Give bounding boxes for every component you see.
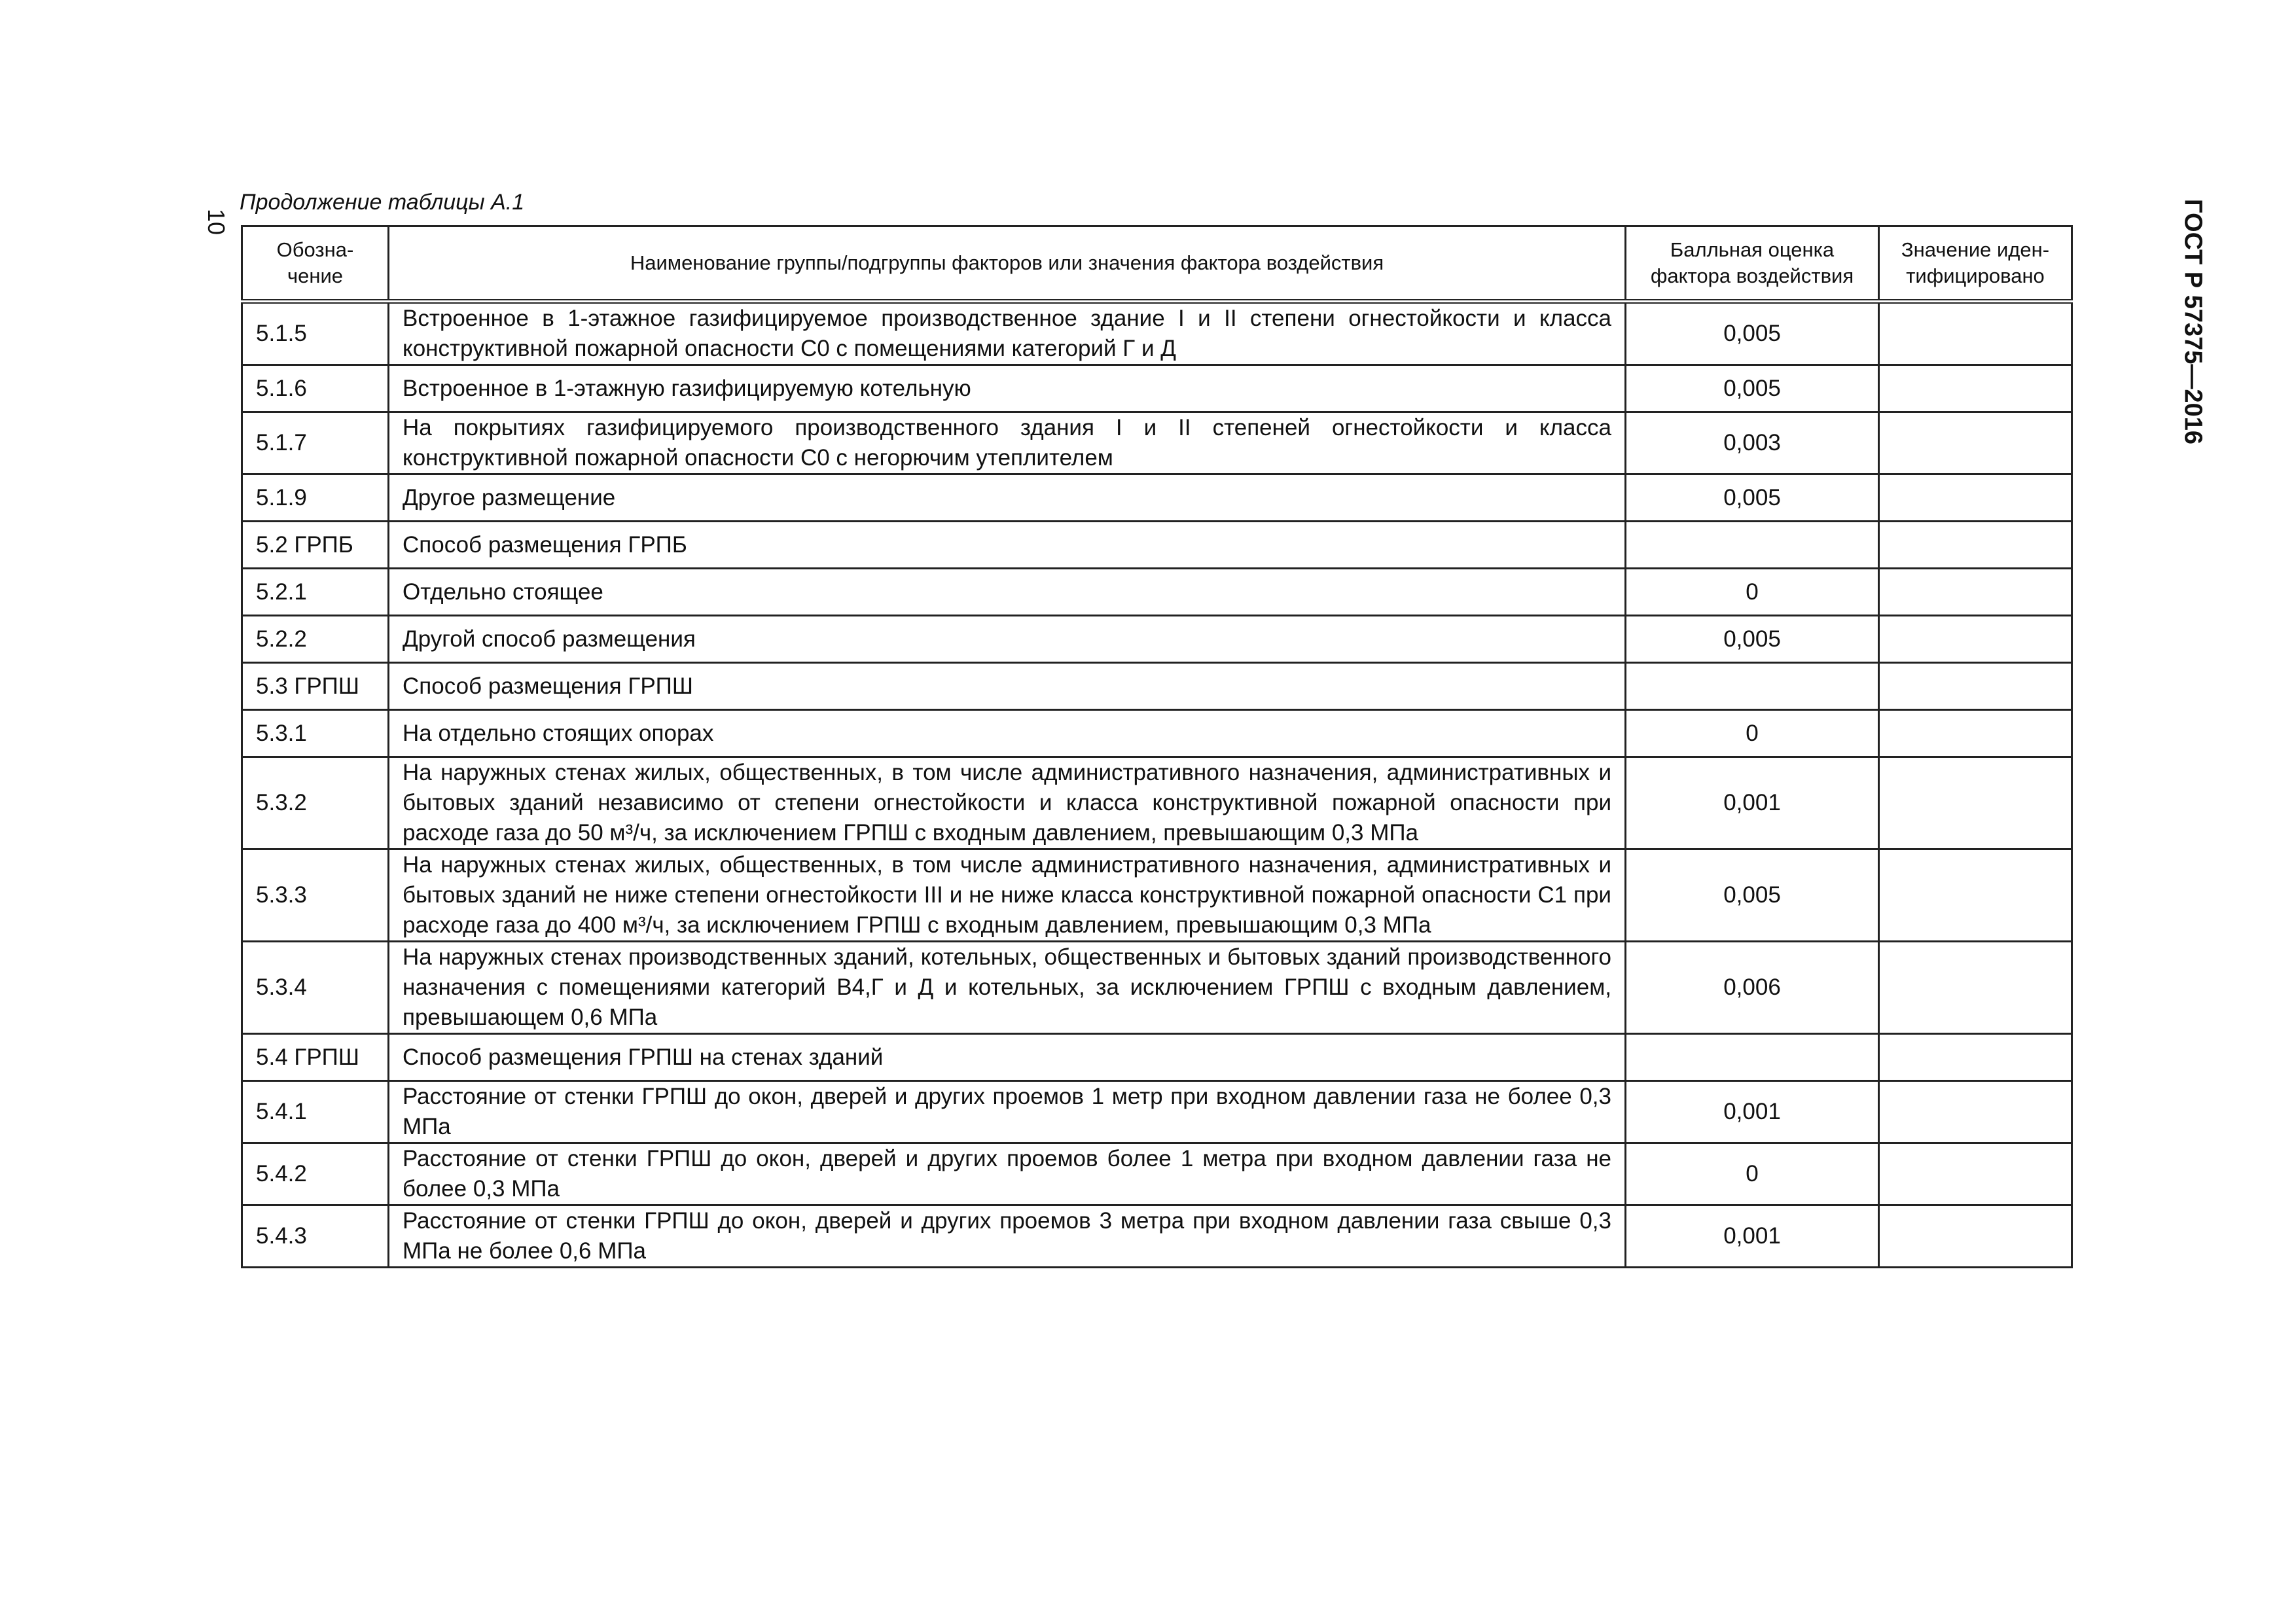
header-name: Наименование группы/подгруппы факторов или значения фактора воздействия — [389, 226, 1626, 302]
row-code: 5.4 ГРПШ — [242, 1034, 389, 1081]
row-score — [1626, 522, 1879, 569]
row-code: 5.3.4 — [242, 942, 389, 1034]
table-row — [242, 302, 2072, 365]
row-score — [1626, 663, 1879, 710]
row-code: 5.1.7 — [242, 412, 389, 474]
document-code: ГОСТ Р 57375—2016 — [2179, 199, 2207, 444]
header-identified: Значение иден-тифицировано — [1879, 226, 2072, 302]
table-row — [242, 616, 2072, 663]
row-code: 5.3.2 — [242, 757, 389, 849]
row-identified — [1879, 942, 2072, 1034]
row-identified — [1879, 663, 2072, 710]
row-code: 5.2 ГРПБ — [242, 522, 389, 569]
row-score: 0 — [1626, 569, 1879, 616]
table-row — [242, 663, 2072, 710]
row-identified — [1879, 757, 2072, 849]
row-code: 5.3 ГРПШ — [242, 663, 389, 710]
row-identified — [1879, 1034, 2072, 1081]
row-identified — [1879, 1205, 2072, 1268]
row-name: Встроенное в 1-этажную газифицируемую котельную — [389, 365, 1626, 412]
row-score — [1626, 1034, 1879, 1081]
row-code: 5.3.1 — [242, 710, 389, 757]
row-name: Другое размещение — [389, 474, 1626, 522]
row-name: Расстояние от стенки ГРПШ до окон, дверей и других проемов более 1 метра при входном давлении газа не более 0,3 МПа — [389, 1143, 1626, 1205]
row-score: 0,001 — [1626, 1081, 1879, 1143]
table-row — [242, 522, 2072, 569]
table-row — [242, 1205, 2072, 1268]
row-name: На наружных стенах жилых, общественных, в том числе административного назначения, административных и бытовых зданий не ниже степени огнестойкости III и не ниже класса конструктивной пожарной опасности С1 при расходе газа до 400 м³/ч, за исключением ГРПШ с входным давлением, превышающим 0,3 МПа — [389, 849, 1626, 942]
table-row — [242, 474, 2072, 522]
row-code: 5.4.2 — [242, 1143, 389, 1205]
table-row — [242, 1081, 2072, 1143]
table-row — [242, 849, 2072, 942]
row-identified — [1879, 1143, 2072, 1205]
row-identified — [1879, 302, 2072, 365]
row-identified — [1879, 616, 2072, 663]
row-identified — [1879, 522, 2072, 569]
row-score: 0,006 — [1626, 942, 1879, 1034]
row-name: На отдельно стоящих опорах — [389, 710, 1626, 757]
page-number: 10 — [203, 208, 230, 236]
row-name: Способ размещения ГРПБ — [389, 522, 1626, 569]
row-identified — [1879, 569, 2072, 616]
row-identified — [1879, 710, 2072, 757]
row-identified — [1879, 1081, 2072, 1143]
row-score: 0,005 — [1626, 849, 1879, 942]
row-name: Встроенное в 1-этажное газифицируемое производственное здание I и II степени огнестойкости и класса конструктивной пожарной опасности С0 с помещениями категорий Г и Д — [389, 302, 1626, 365]
row-score: 0,003 — [1626, 412, 1879, 474]
table-row — [242, 1034, 2072, 1081]
row-score: 0 — [1626, 1143, 1879, 1205]
table-row — [242, 412, 2072, 474]
row-code: 5.1.9 — [242, 474, 389, 522]
factors-table — [241, 225, 2073, 1268]
row-identified — [1879, 412, 2072, 474]
row-name: Расстояние от стенки ГРПШ до окон, дверей и других проемов 1 метр при входном давлении газа не более 0,3 МПа — [389, 1081, 1626, 1143]
row-identified — [1879, 849, 2072, 942]
row-score: 0,001 — [1626, 757, 1879, 849]
row-identified — [1879, 365, 2072, 412]
table-body — [242, 302, 2072, 1268]
row-code: 5.1.5 — [242, 302, 389, 365]
row-code: 5.3.3 — [242, 849, 389, 942]
table-row — [242, 1143, 2072, 1205]
table-row — [242, 569, 2072, 616]
row-code: 5.4.3 — [242, 1205, 389, 1268]
row-score: 0,005 — [1626, 365, 1879, 412]
row-name: Способ размещения ГРПШ — [389, 663, 1626, 710]
row-score: 0,001 — [1626, 1205, 1879, 1268]
header-score: Балльная оценка фактора воздействия — [1626, 226, 1879, 302]
row-name: На наружных стенах производственных зданий, котельных, общественных и бытовых зданий производственного назначения с помещениями категорий В4,Г и Д и котельных, за исключением ГРПШ с входным давлением, превышающем 0,6 МПа — [389, 942, 1626, 1034]
row-score: 0 — [1626, 710, 1879, 757]
row-code: 5.1.6 — [242, 365, 389, 412]
row-score: 0,005 — [1626, 616, 1879, 663]
row-name: Другой способ размещения — [389, 616, 1626, 663]
row-name: Отдельно стоящее — [389, 569, 1626, 616]
table-header-row — [242, 226, 2072, 302]
row-code: 5.2.1 — [242, 569, 389, 616]
row-score: 0,005 — [1626, 302, 1879, 365]
table-row — [242, 710, 2072, 757]
header-code: Обозна-чение — [242, 226, 389, 302]
row-name: На наружных стенах жилых, общественных, в том числе административного назначения, административных и бытовых зданий независимо от степени огнестойкости и класса конструктивной пожарной опасности при расходе газа до 50 м³/ч, за исключением ГРПШ с входным давлением, превышающим 0,3 МПа — [389, 757, 1626, 849]
row-name: На покрытиях газифицируемого производственного здания I и II степеней огнестойкости и класса конструктивной пожарной опасности С0 с негорючим утеплителем — [389, 412, 1626, 474]
table-row — [242, 942, 2072, 1034]
row-code: 5.4.1 — [242, 1081, 389, 1143]
row-score: 0,005 — [1626, 474, 1879, 522]
table-row — [242, 365, 2072, 412]
row-code: 5.2.2 — [242, 616, 389, 663]
row-name: Расстояние от стенки ГРПШ до окон, дверей и других проемов 3 метра при входном давлении газа свыше 0,3 МПа не более 0,6 МПа — [389, 1205, 1626, 1268]
table-caption: Продолжение таблицы А.1 — [240, 190, 525, 215]
row-name: Способ размещения ГРПШ на стенах зданий — [389, 1034, 1626, 1081]
row-identified — [1879, 474, 2072, 522]
table-row — [242, 757, 2072, 849]
